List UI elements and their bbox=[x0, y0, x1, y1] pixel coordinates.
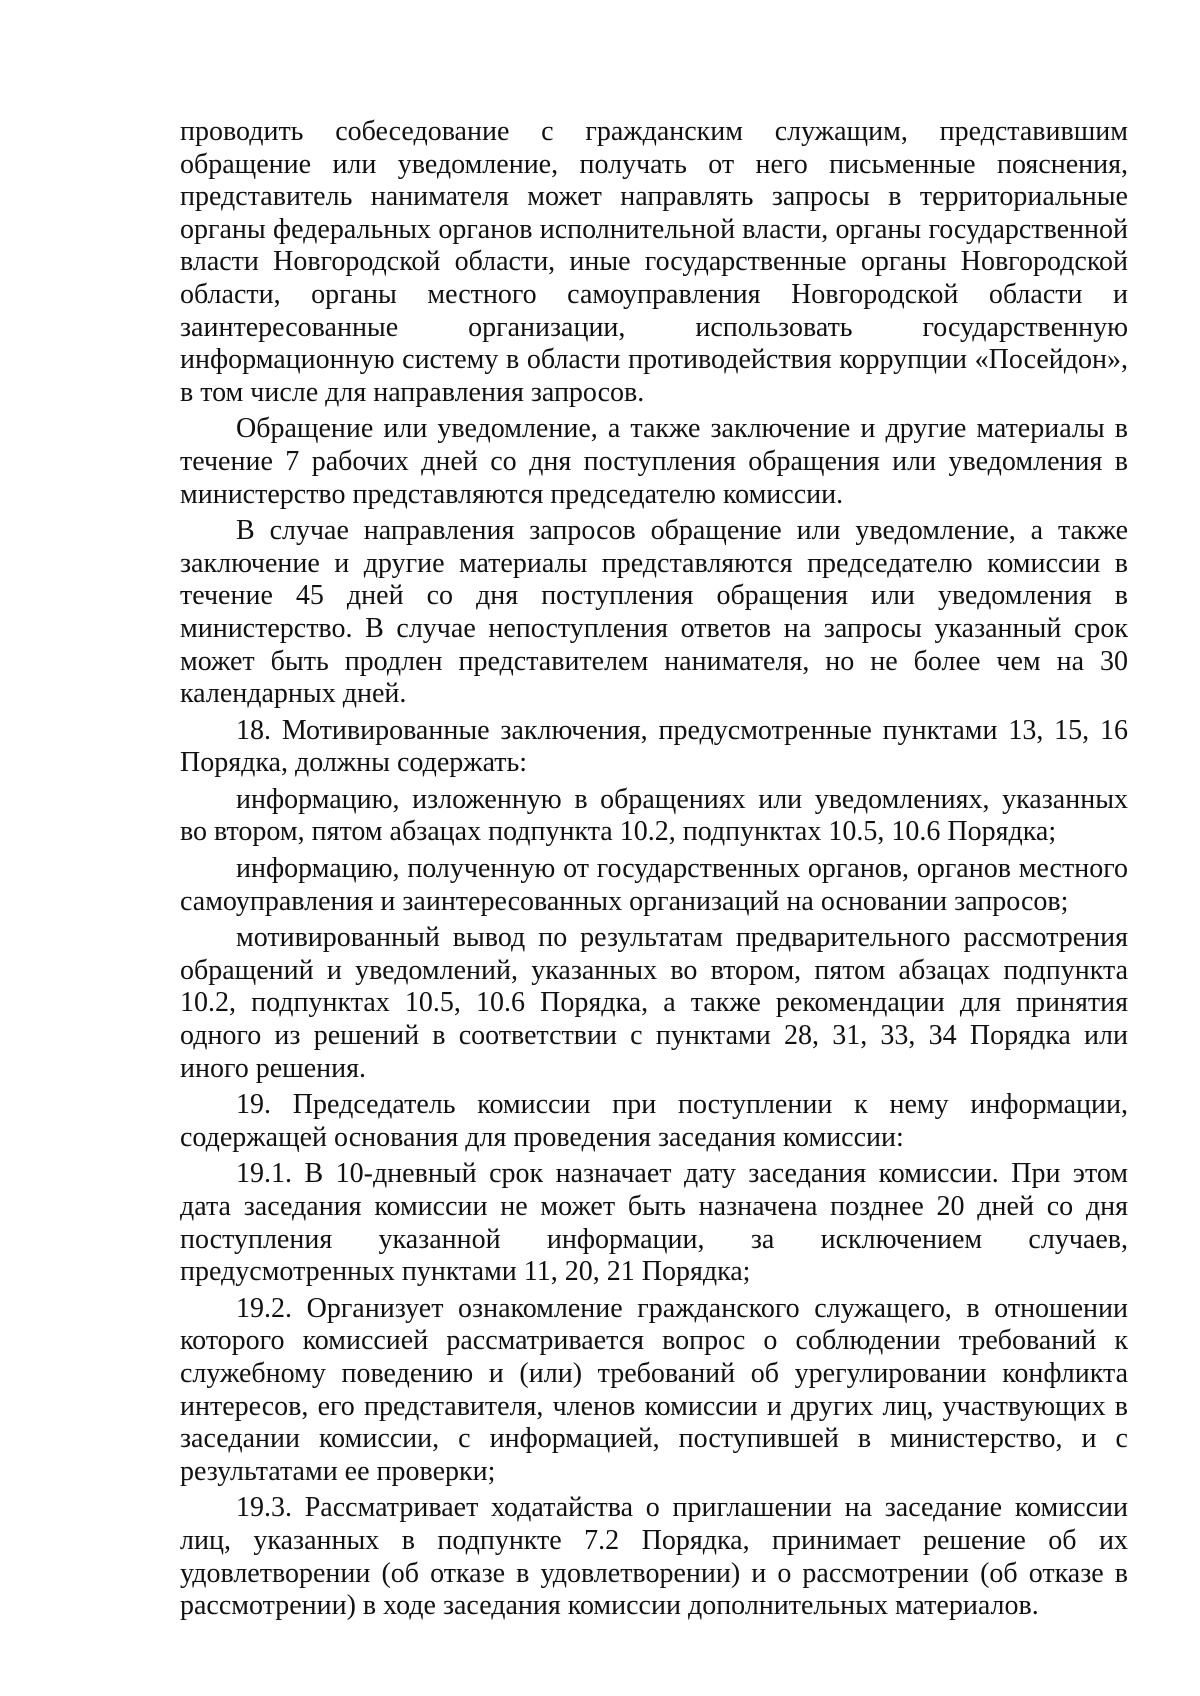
document-body bbox=[180, 116, 1128, 1623]
paragraph-item-18: 18. Мотивированные заключения, предусмотренные пунктами 13, 15, 16 Порядка, должны содержать: bbox=[180, 714, 1128, 779]
paragraph: мотивированный вывод по результатам предварительного рассмотрения обращений и уведомлений, указанных во втором, пятом абзацах подпункта 10.2, подпунктах 10.5, 10.6 Порядка, а также рекомендации для принятия одного из решений в соответствии с пунктами 28, 31, 33, 34 Порядка или иного решения. bbox=[180, 922, 1128, 1084]
paragraph: информацию, полученную от государственных органов, органов местного самоуправления и заинтересованных организаций на основании запросов; bbox=[180, 853, 1128, 917]
paragraph-item-19: 19. Председатель комиссии при поступлении к нему информации, содержащей основания для проведения заседания комиссии: bbox=[180, 1089, 1128, 1153]
paragraph-item-19-1: 19.1. В 10-дневный срок назначает дату заседания комиссии. При этом дата заседания комиссии не может быть назначена позднее 20 дней со дня поступления указанной информации, за исключением случаев, предусмотренных пунктами 11, 20, 21 Порядка; bbox=[180, 1158, 1128, 1288]
paragraph-item-19-2: 19.2. Организует ознакомление гражданского служащего, в отношении которого комиссией рассматривается вопрос о соблюдении требований к служебному поведению и (или) требований об урегулировании конфликта интересов, его представителя, членов комиссии и других лиц, участвующих в заседании комиссии, с информацией, поступившей в министерство, и с результатами ее проверки; bbox=[180, 1292, 1128, 1487]
paragraph: В случае направления запросов обращение или уведомление, а также заключение и другие материалы представляются председателю комиссии в течение 45 дней со дня поступления обращения или уведомления в министерство. В случае непоступления ответов на запросы указанный срок может быть продлен представителем нанимателя, но не более чем на 30 календарных дней. bbox=[180, 515, 1128, 710]
paragraph: информацию, изложенную в обращениях или уведомлениях, указанных во втором, пятом абзацах подпункта 10.2, подпунктах 10.5, 10.6 Порядка; bbox=[180, 783, 1128, 848]
paragraph-item-19-3: 19.3. Рассматривает ходатайства о приглашении на заседание комиссии лиц, указанных в подпункте 7.2 Порядка, принимает решение об их удовлетворении (об отказе в удовлетворении) и о рассмотрении (об отказе в рассмотрении) в ходе заседания комиссии дополнительных материалов. bbox=[180, 1492, 1128, 1622]
paragraph-continuation: проводить собеседование с гражданским служащим, представившим обращение или уведомление, получать от него письменные пояснения, представитель нанимателя может направлять запросы в территориальные органы федеральных органов исполнительной власти, органы государственной власти Новгородской области, иные государственные органы Новгородской области, органы местного самоуправления Новгородской области и заинтересованные организации, использовать государственную информационную систему в области противодействия коррупции «Посейдон», в том числе для направления запросов. bbox=[180, 116, 1128, 408]
paragraph: Обращение или уведомление, а также заключение и другие материалы в течение 7 рабочих дней со дня поступления обращения или уведомления в министерство представляются председателю комиссии. bbox=[180, 413, 1128, 510]
